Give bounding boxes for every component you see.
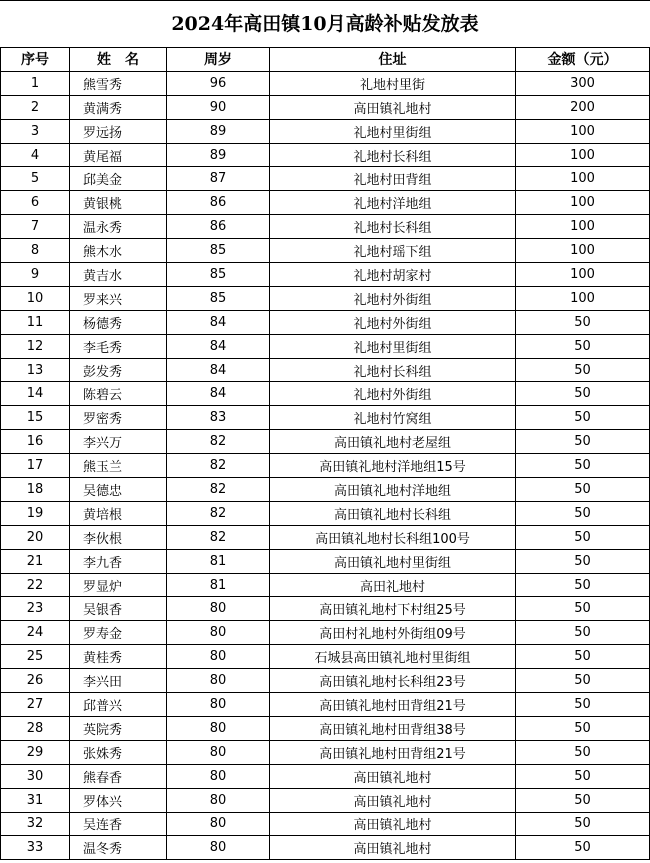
cell-index: 5 <box>1 167 70 191</box>
cell-index: 21 <box>1 549 70 573</box>
table-row <box>1 693 650 717</box>
cell-amount: 50 <box>516 788 650 812</box>
cell-address: 高田礼地村 <box>270 573 516 597</box>
cell-address: 石城县高田镇礼地村里街组 <box>270 645 516 669</box>
cell-age: 89 <box>167 143 270 167</box>
table-row <box>1 406 650 430</box>
cell-amount: 50 <box>516 764 650 788</box>
cell-age: 84 <box>167 334 270 358</box>
cell-index: 30 <box>1 764 70 788</box>
cell-age: 80 <box>167 788 270 812</box>
cell-amount: 100 <box>516 215 650 239</box>
cell-age: 80 <box>167 693 270 717</box>
table-row <box>1 71 650 95</box>
header-index: 序号 <box>1 48 70 72</box>
cell-amount: 50 <box>516 573 650 597</box>
cell-address: 高田镇礼地村 <box>270 788 516 812</box>
cell-address: 高田镇礼地村 <box>270 764 516 788</box>
cell-index: 12 <box>1 334 70 358</box>
cell-index: 4 <box>1 143 70 167</box>
cell-address: 高田镇礼地村洋地组 <box>270 478 516 502</box>
cell-amount: 50 <box>516 478 650 502</box>
cell-name: 罗密秀 <box>70 406 167 430</box>
cell-age: 80 <box>167 764 270 788</box>
table-row <box>1 239 650 263</box>
cell-age: 82 <box>167 478 270 502</box>
cell-name: 邱普兴 <box>70 693 167 717</box>
table-row <box>1 167 650 191</box>
cell-address: 高田镇礼地村里街组 <box>270 549 516 573</box>
header-amount: 金额（元） <box>516 48 650 72</box>
cell-amount: 100 <box>516 143 650 167</box>
cell-address: 高田镇礼地村长科组 <box>270 501 516 525</box>
cell-amount: 100 <box>516 119 650 143</box>
cell-amount: 50 <box>516 549 650 573</box>
cell-index: 10 <box>1 286 70 310</box>
cell-name: 罗显炉 <box>70 573 167 597</box>
cell-age: 84 <box>167 382 270 406</box>
cell-index: 13 <box>1 358 70 382</box>
cell-name: 黄培根 <box>70 501 167 525</box>
cell-name: 熊春香 <box>70 764 167 788</box>
cell-amount: 100 <box>516 191 650 215</box>
cell-name: 吴连香 <box>70 812 167 836</box>
cell-age: 85 <box>167 263 270 287</box>
cell-address: 礼地村长科组 <box>270 215 516 239</box>
cell-address: 高田镇礼地村 <box>270 812 516 836</box>
cell-name: 熊玉兰 <box>70 454 167 478</box>
cell-index: 20 <box>1 525 70 549</box>
cell-name: 温永秀 <box>70 215 167 239</box>
cell-address: 礼地村长科组 <box>270 358 516 382</box>
cell-age: 86 <box>167 215 270 239</box>
table-row <box>1 525 650 549</box>
cell-amount: 50 <box>516 406 650 430</box>
header-name: 姓 名 <box>70 48 167 72</box>
cell-amount: 200 <box>516 95 650 119</box>
table-row <box>1 836 650 860</box>
table-row <box>1 119 650 143</box>
cell-age: 86 <box>167 191 270 215</box>
cell-age: 80 <box>167 669 270 693</box>
cell-age: 80 <box>167 812 270 836</box>
cell-age: 80 <box>167 836 270 860</box>
header-address: 住址 <box>270 48 516 72</box>
cell-index: 17 <box>1 454 70 478</box>
cell-age: 80 <box>167 716 270 740</box>
cell-age: 80 <box>167 740 270 764</box>
cell-name: 李九香 <box>70 549 167 573</box>
table-row <box>1 669 650 693</box>
cell-name: 李毛秀 <box>70 334 167 358</box>
cell-name: 陈碧云 <box>70 382 167 406</box>
cell-amount: 100 <box>516 263 650 287</box>
table-row <box>1 334 650 358</box>
cell-index: 6 <box>1 191 70 215</box>
cell-amount: 50 <box>516 669 650 693</box>
cell-address: 礼地村田背组 <box>270 167 516 191</box>
cell-address: 礼地村外街组 <box>270 286 516 310</box>
cell-amount: 50 <box>516 812 650 836</box>
cell-age: 84 <box>167 358 270 382</box>
table-header-row <box>1 48 650 72</box>
cell-name: 李兴田 <box>70 669 167 693</box>
cell-name: 黄吉水 <box>70 263 167 287</box>
cell-name: 李兴万 <box>70 430 167 454</box>
table-row <box>1 191 650 215</box>
cell-index: 15 <box>1 406 70 430</box>
cell-amount: 50 <box>516 382 650 406</box>
cell-amount: 50 <box>516 358 650 382</box>
cell-address: 礼地村外街组 <box>270 382 516 406</box>
cell-index: 9 <box>1 263 70 287</box>
table-row <box>1 573 650 597</box>
cell-index: 24 <box>1 621 70 645</box>
cell-age: 85 <box>167 239 270 263</box>
cell-index: 23 <box>1 597 70 621</box>
cell-address: 高田村礼地村外街组09号 <box>270 621 516 645</box>
cell-index: 29 <box>1 740 70 764</box>
cell-amount: 50 <box>516 716 650 740</box>
cell-age: 89 <box>167 119 270 143</box>
cell-index: 22 <box>1 573 70 597</box>
cell-name: 罗远扬 <box>70 119 167 143</box>
table-row <box>1 549 650 573</box>
table-row <box>1 812 650 836</box>
cell-age: 82 <box>167 525 270 549</box>
cell-index: 16 <box>1 430 70 454</box>
table-body <box>1 71 650 859</box>
cell-address: 高田镇礼地村 <box>270 95 516 119</box>
cell-age: 80 <box>167 597 270 621</box>
cell-name: 李伙根 <box>70 525 167 549</box>
cell-address: 高田镇礼地村老屋组 <box>270 430 516 454</box>
cell-index: 1 <box>1 71 70 95</box>
table-row <box>1 263 650 287</box>
cell-address: 礼地村胡家村 <box>270 263 516 287</box>
cell-age: 82 <box>167 430 270 454</box>
cell-index: 3 <box>1 119 70 143</box>
cell-age: 85 <box>167 286 270 310</box>
cell-name: 杨德秀 <box>70 310 167 334</box>
cell-index: 26 <box>1 669 70 693</box>
cell-address: 礼地村里街组 <box>270 119 516 143</box>
cell-age: 82 <box>167 454 270 478</box>
cell-index: 11 <box>1 310 70 334</box>
table-row <box>1 95 650 119</box>
cell-amount: 100 <box>516 239 650 263</box>
header-age: 周岁 <box>167 48 270 72</box>
cell-address: 礼地村里街 <box>270 71 516 95</box>
cell-index: 32 <box>1 812 70 836</box>
table-row <box>1 597 650 621</box>
cell-name: 英院秀 <box>70 716 167 740</box>
cell-amount: 100 <box>516 167 650 191</box>
table-row <box>1 358 650 382</box>
cell-amount: 50 <box>516 310 650 334</box>
cell-index: 28 <box>1 716 70 740</box>
cell-address: 礼地村外街组 <box>270 310 516 334</box>
cell-name: 罗体兴 <box>70 788 167 812</box>
cell-age: 90 <box>167 95 270 119</box>
cell-age: 80 <box>167 645 270 669</box>
table-row <box>1 310 650 334</box>
table-row <box>1 501 650 525</box>
sheet-title: 2024年高田镇10月高龄补贴发放表 <box>0 0 650 47</box>
cell-amount: 300 <box>516 71 650 95</box>
table-row <box>1 382 650 406</box>
cell-address: 高田镇礼地村田背组38号 <box>270 716 516 740</box>
cell-amount: 50 <box>516 454 650 478</box>
cell-index: 27 <box>1 693 70 717</box>
cell-address: 礼地村洋地组 <box>270 191 516 215</box>
cell-address: 高田镇礼地村田背组21号 <box>270 740 516 764</box>
cell-age: 82 <box>167 501 270 525</box>
table-row <box>1 716 650 740</box>
subsidy-table <box>0 47 650 860</box>
cell-address: 高田镇礼地村长科组23号 <box>270 669 516 693</box>
cell-address: 礼地村长科组 <box>270 143 516 167</box>
cell-name: 张姝秀 <box>70 740 167 764</box>
cell-name: 罗寿金 <box>70 621 167 645</box>
table-row <box>1 478 650 502</box>
cell-age: 80 <box>167 621 270 645</box>
cell-index: 19 <box>1 501 70 525</box>
cell-amount: 50 <box>516 836 650 860</box>
cell-index: 31 <box>1 788 70 812</box>
table-row <box>1 286 650 310</box>
cell-index: 2 <box>1 95 70 119</box>
cell-age: 96 <box>167 71 270 95</box>
cell-name: 熊木水 <box>70 239 167 263</box>
cell-address: 高田镇礼地村下村组25号 <box>270 597 516 621</box>
cell-index: 25 <box>1 645 70 669</box>
cell-name: 黄桂秀 <box>70 645 167 669</box>
cell-index: 7 <box>1 215 70 239</box>
cell-name: 吴德忠 <box>70 478 167 502</box>
cell-amount: 50 <box>516 334 650 358</box>
table-row <box>1 740 650 764</box>
cell-amount: 50 <box>516 645 650 669</box>
cell-index: 18 <box>1 478 70 502</box>
table-row <box>1 430 650 454</box>
cell-address: 高田镇礼地村长科组100号 <box>270 525 516 549</box>
cell-age: 84 <box>167 310 270 334</box>
table-row <box>1 645 650 669</box>
cell-address: 礼地村里街组 <box>270 334 516 358</box>
table-row <box>1 454 650 478</box>
cell-name: 吴银香 <box>70 597 167 621</box>
cell-age: 87 <box>167 167 270 191</box>
cell-amount: 50 <box>516 597 650 621</box>
cell-name: 黄尾福 <box>70 143 167 167</box>
cell-index: 8 <box>1 239 70 263</box>
cell-amount: 100 <box>516 286 650 310</box>
table-row <box>1 621 650 645</box>
cell-age: 83 <box>167 406 270 430</box>
cell-address: 高田镇礼地村洋地组15号 <box>270 454 516 478</box>
cell-address: 高田镇礼地村 <box>270 836 516 860</box>
cell-amount: 50 <box>516 525 650 549</box>
cell-address: 高田镇礼地村田背组21号 <box>270 693 516 717</box>
cell-name: 黄银桃 <box>70 191 167 215</box>
cell-name: 邱美金 <box>70 167 167 191</box>
cell-name: 罗来兴 <box>70 286 167 310</box>
cell-amount: 50 <box>516 621 650 645</box>
cell-address: 礼地村竹窝组 <box>270 406 516 430</box>
cell-name: 彭发秀 <box>70 358 167 382</box>
cell-age: 81 <box>167 573 270 597</box>
cell-name: 黄满秀 <box>70 95 167 119</box>
cell-amount: 50 <box>516 430 650 454</box>
table-row <box>1 215 650 239</box>
table-row <box>1 143 650 167</box>
cell-amount: 50 <box>516 501 650 525</box>
cell-name: 温冬秀 <box>70 836 167 860</box>
cell-age: 81 <box>167 549 270 573</box>
cell-amount: 50 <box>516 693 650 717</box>
cell-amount: 50 <box>516 740 650 764</box>
cell-index: 33 <box>1 836 70 860</box>
cell-address: 礼地村瑶下组 <box>270 239 516 263</box>
cell-index: 14 <box>1 382 70 406</box>
table-row <box>1 764 650 788</box>
cell-name: 熊雪秀 <box>70 71 167 95</box>
table-row <box>1 788 650 812</box>
